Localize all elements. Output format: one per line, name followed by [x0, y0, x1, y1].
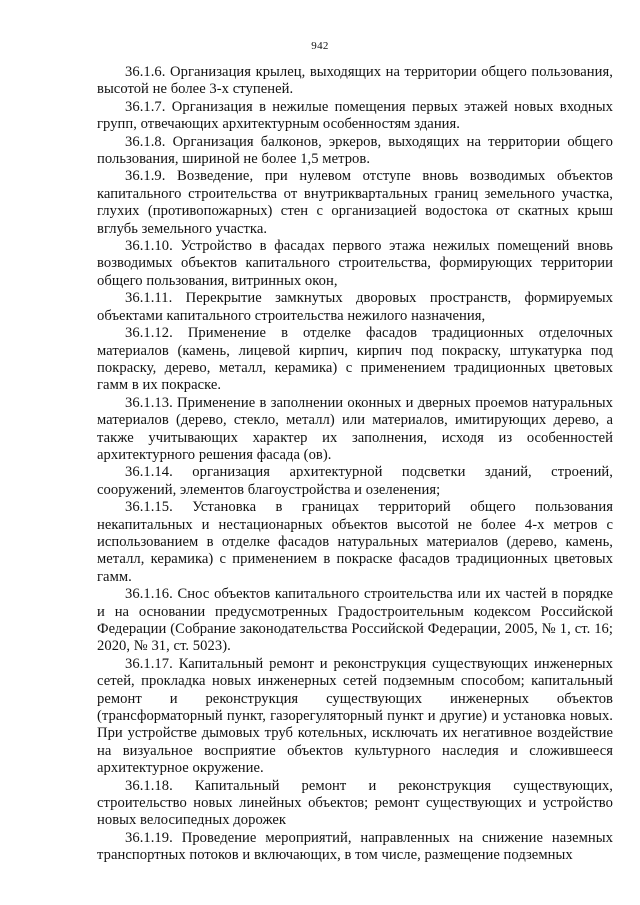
paragraph-36-1-6: 36.1.6. Организация крылец, выходящих на территории общего пользования, высотой не более 3-х ступеней.	[97, 64, 613, 98]
paragraph-36-1-8: 36.1.8. Организация балконов, эркеров, выходящих на территории общего пользования, шириной не более 1,5 метров.	[97, 133, 613, 168]
paragraph-36-1-14: 36.1.14. организация архитектурной подсветки зданий, строений, сооружений, элементов благоустройства и озеленения;	[97, 464, 613, 498]
paragraph-36-1-16: 36.1.16. Снос объектов капитального строительства или их частей в порядке и на основании предусмотренных Градостроительным кодексом Российской Федерации (Собрание законодательства Российской Федерации, 2005, № 1, ст. 16; 2020, № 31, ст. 5023).	[97, 586, 613, 655]
paragraph-36-1-15: 36.1.15. Установка в границах территорий общего пользования некапитальных и нестационарных объектов высотой не более 4-х метров с использованием в отделке фасадов натуральных материалов (дерево, камень, металл, керамика) с применением в покраске фасадов традиционных цветовых гамм.	[97, 499, 613, 585]
paragraph-36-1-18: 36.1.18. Капитальный ремонт и реконструкция существующих, строительство новых линейных объектов; ремонт существующих и устройство новых велосипедных дорожек	[97, 777, 613, 829]
paragraph-36-1-9: 36.1.9. Возведение, при нулевом отступе вновь возводимых объектов капитального строительства от внутриквартальных границ земельного участка, глухих (противопожарных) стен с организацией водостока от скатных крыш вглубь земельного участка.	[97, 168, 613, 237]
paragraph-36-1-19: 36.1.19. Проведение мероприятий, направленных на снижение наземных транспортных потоков и включающих, в том числе, размещение подземных	[97, 829, 613, 864]
paragraph-36-1-12: 36.1.12. Применение в отделке фасадов традиционных отделочных материалов (камень, лицевой кирпич, кирпич под покраску, штукатурка под покраску, дерево, металл, керамика) с применением традиционных цветовых гамм в их покраске.	[97, 325, 613, 394]
paragraph-36-1-17: 36.1.17. Капитальный ремонт и реконструкция существующих инженерных сетей, прокладка новых инженерных сетей подземным способом; капитальный ремонт и реконструкция существующих инженерных объектов (трансформаторный пункт, газорегуляторный пункт и другие) и установка новых. При устройстве дымовых труб котельных, исключать их негативное воздействие на визуальное восприятие объектов культурного наследия и сложившееся архитектурное окружение.	[97, 655, 613, 777]
document-body	[97, 64, 613, 865]
page-number: 942	[311, 40, 329, 52]
paragraph-36-1-13: 36.1.13. Применение в заполнении оконных и дверных проемов натуральных материалов (дерево, стекло, металл) или материалов, имитирующих дерево, а также учитывающих характер их заполнения, исходя из особенностей архитектурного решения фасада (ов).	[97, 394, 613, 463]
paragraph-36-1-7: 36.1.7. Организация в нежилые помещения первых этажей новых входных групп, отвечающих архитектурным особенностям здания.	[97, 98, 613, 133]
paragraph-36-1-11: 36.1.11. Перекрытие замкнутых дворовых пространств, формируемых объектами капитального строительства нежилого назначения,	[97, 290, 613, 324]
paragraph-36-1-10: 36.1.10. Устройство в фасадах первого этажа нежилых помещений вновь возводимых объектов капитального строительства, формирующих территории общего пользования, витринных окон,	[97, 238, 613, 289]
